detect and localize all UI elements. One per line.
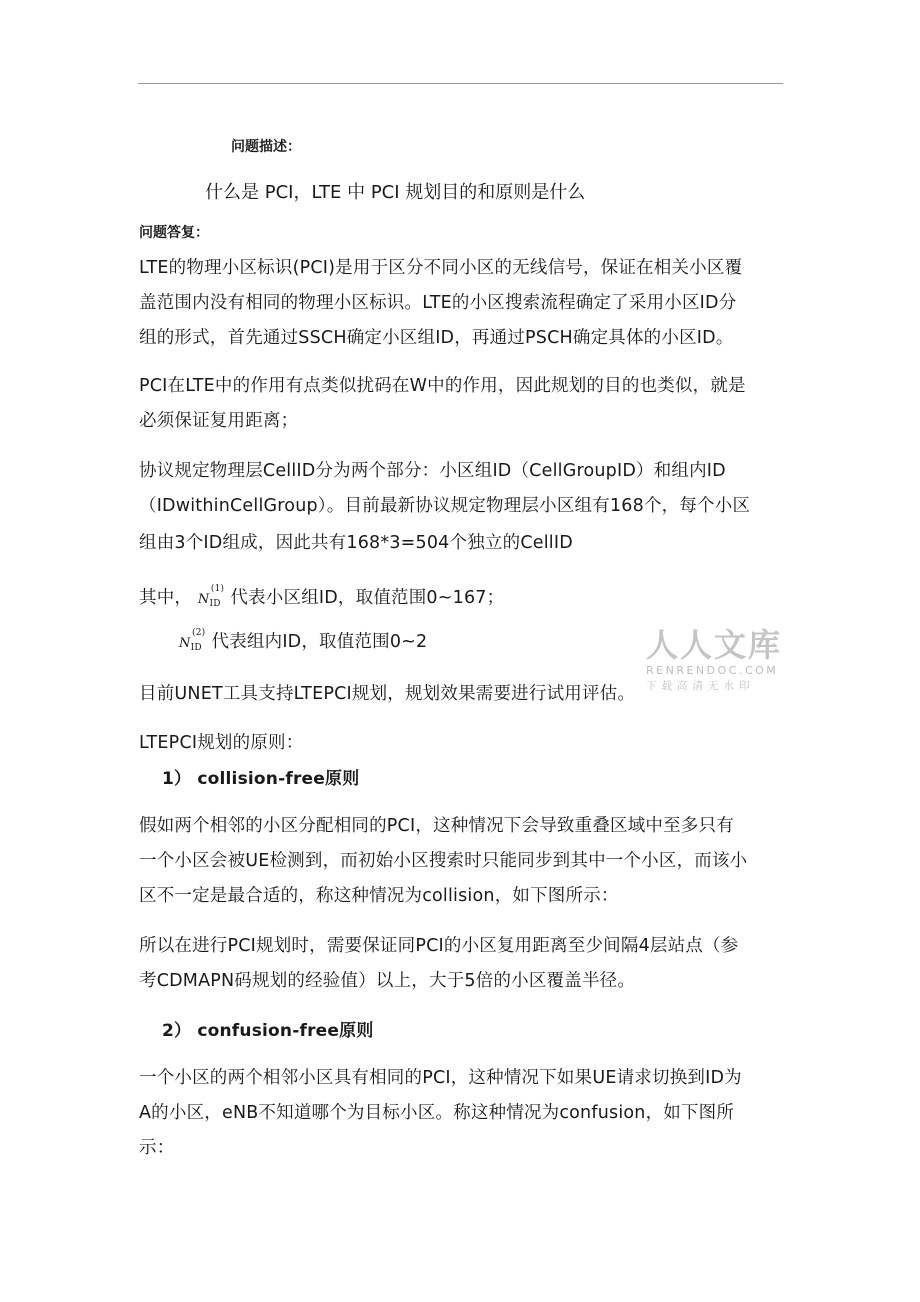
paragraph-line: 组的形式，首先通过SSCH确定小区组ID，再通过PSCH确定具体的小区ID。 bbox=[139, 328, 734, 348]
symbol-superscript: (2) bbox=[192, 628, 206, 638]
paragraph-line: PCI在LTE中的作用有点类似扰码在W中的作用，因此规划的目的也类似，就是 bbox=[139, 376, 746, 396]
watermark-site: RENRENDOC.COM bbox=[646, 664, 779, 677]
symbol-subscript: ID bbox=[209, 599, 221, 609]
answer-label: 问题答复： bbox=[139, 225, 209, 241]
paragraph-line: LTE的物理小区标识(PCI)是用于区分不同小区的无线信号，保证在相关小区覆 bbox=[139, 258, 743, 278]
paragraph-line: 目前UNET工具支持LTEPCI规划，规划效果需要进行试用评估。 bbox=[139, 684, 636, 704]
section-heading-collision: 1） collision-free原则 bbox=[162, 769, 360, 789]
paragraph-line: 必须保证复用距离； bbox=[139, 411, 299, 431]
paragraph-line: 组由3个ID组成，因此共有168*3=504个独立的CellID bbox=[139, 533, 573, 553]
formula-prefix: 其中， bbox=[139, 588, 193, 608]
paragraph-line: 一个小区的两个相邻小区具有相同的PCI，这种情况下如果UE请求切换到ID为 bbox=[139, 1068, 742, 1088]
paragraph-line: 假如两个相邻的小区分配相同的PCI，这种情况下会导致重叠区域中至多只有 bbox=[139, 816, 734, 836]
paragraph-line: 示： bbox=[139, 1138, 175, 1158]
paragraph-line: 考CDMAPN码规划的经验值）以上，大于5倍的小区覆盖半径。 bbox=[139, 971, 636, 991]
symbol-subscript: ID bbox=[190, 643, 202, 653]
formula-text: 代表小区组ID，取值范围0~167； bbox=[230, 588, 505, 608]
paragraph-line: 一个小区会被UE检测到，而初始小区搜索时只能同步到其中一个小区，而该小 bbox=[139, 851, 748, 871]
watermark bbox=[646, 620, 782, 693]
paragraph-line: （IDwithinCellGroup）。目前最新协议规定物理层小区组有168个，每个小区 bbox=[139, 496, 751, 516]
question-label: 问题描述： bbox=[231, 139, 301, 155]
paragraph-line: 所以在进行PCI规划时，需要保证同PCI的小区复用距离至少间隔4层站点（参 bbox=[139, 936, 739, 956]
header-rule bbox=[138, 83, 783, 84]
n-id-1-symbol bbox=[197, 584, 225, 609]
formula-line-group-id bbox=[139, 584, 504, 609]
formula-line-inner-id bbox=[179, 628, 427, 653]
paragraph-line: 协议规定物理层CellID分为两个部分：小区组ID（CellGroupID）和组内ID bbox=[139, 461, 726, 481]
paragraph-line: 区不一定是最合适的，称这种情况为collision，如下图所示： bbox=[139, 886, 619, 906]
symbol-n: N bbox=[197, 592, 210, 607]
question-text: 什么是 PCI，LTE 中 PCI 规划目的和原则是什么 bbox=[205, 182, 586, 203]
watermark-slogan: 下载高清无水印 bbox=[646, 680, 755, 692]
watermark-title: 人人文库 bbox=[646, 626, 783, 664]
paragraph-line: A的小区，eNB不知道哪个为目标小区。称这种情况为confusion，如下图所 bbox=[139, 1103, 735, 1123]
n-id-2-symbol bbox=[179, 628, 206, 653]
paragraph-line: 盖范围内没有相同的物理小区标识。LTE的小区搜索流程确定了采用小区ID分 bbox=[139, 293, 737, 313]
symbol-n: N bbox=[179, 636, 191, 651]
paragraph-line: LTEPCI规划的原则： bbox=[139, 733, 304, 753]
section-heading-confusion: 2） confusion-free原则 bbox=[162, 1021, 374, 1041]
formula-text: 代表组内ID，取值范围0~2 bbox=[211, 632, 428, 652]
symbol-superscript: (1) bbox=[210, 584, 225, 594]
